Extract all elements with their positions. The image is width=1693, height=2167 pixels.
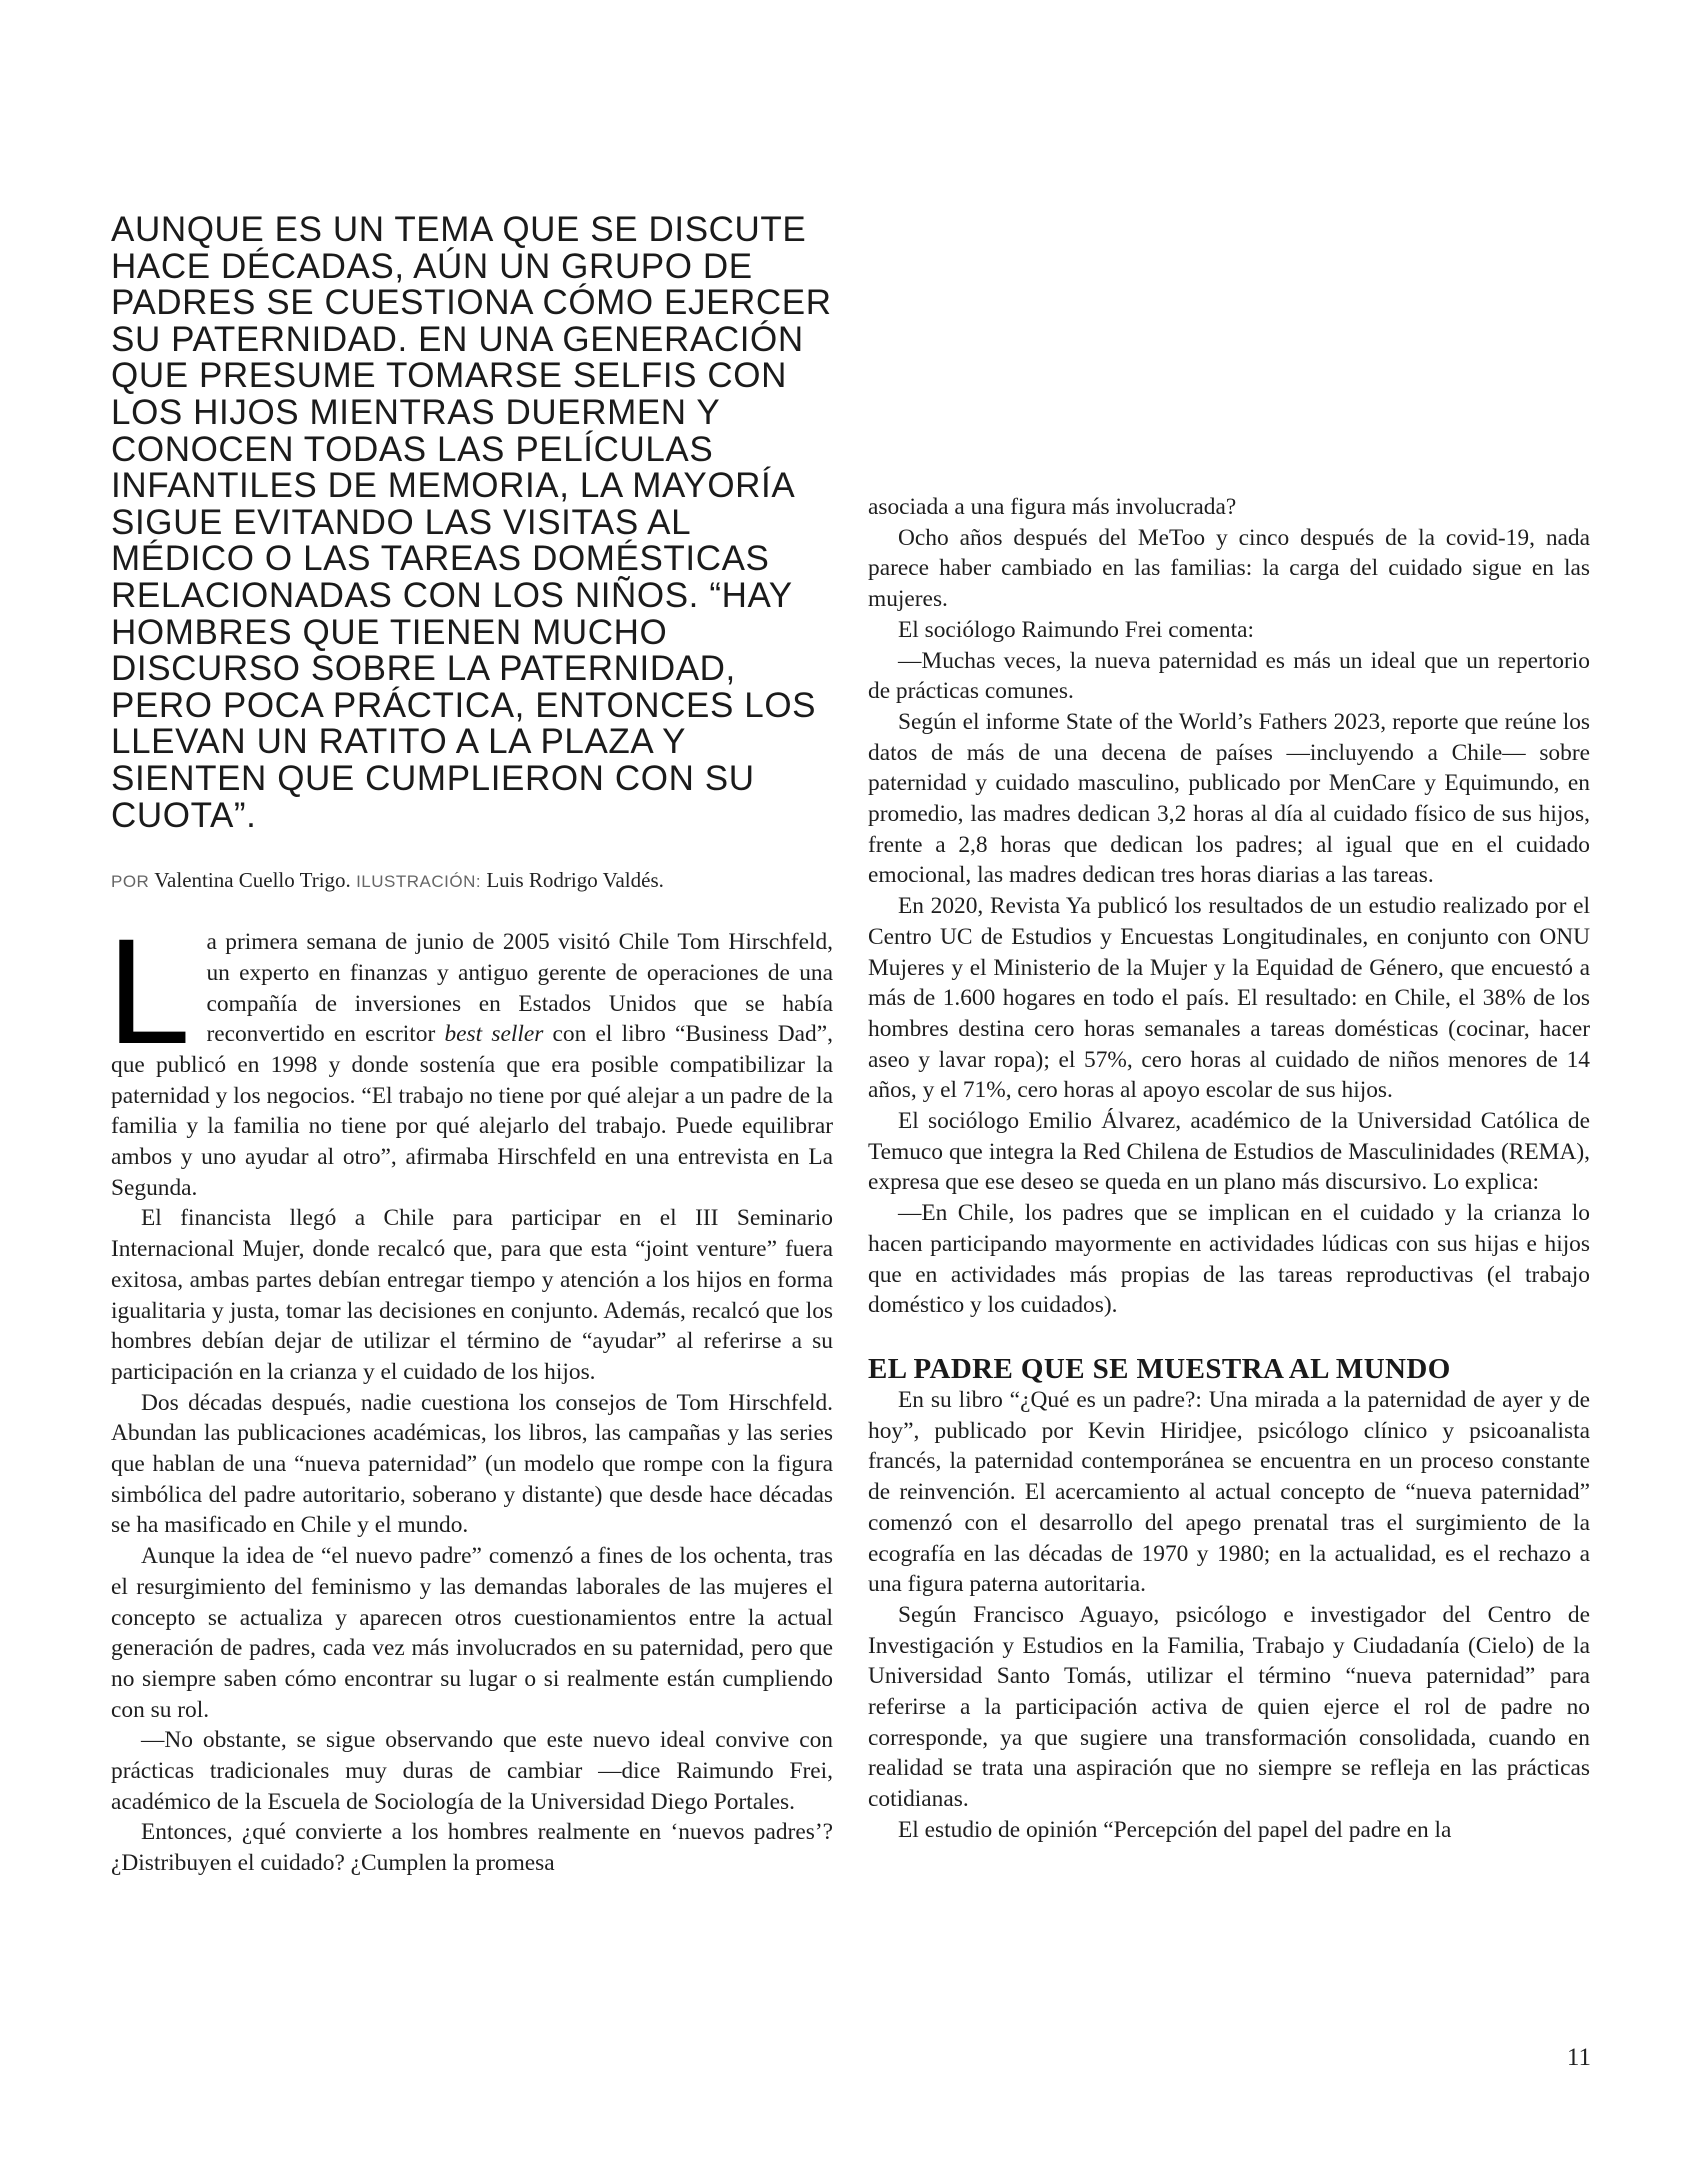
byline-illustrator: Luis Rodrigo Valdés. — [486, 868, 664, 893]
drop-cap: L — [107, 907, 191, 1076]
paragraph-16: El estudio de opinión “Percepción del papel del padre en la — [898, 1816, 1452, 1843]
byline-author: Valentina Cuello Trigo. — [154, 868, 351, 893]
paragraph-4: Aunque la idea de “el nuevo padre” comenzó a fines de los ochenta, tras el resurgimiento del feminismo y las demandas laborales de las mujeres el concepto se actualiza y aparecen otros cuestionamientos entre la actual generación de padres, cada vez más involucrados en su paternidad, pero que no siempre saben cómo encontrar su lugar o si realmente están cumpliendo con su rol. — [111, 1543, 833, 1723]
paragraph-10: Según el informe State of the World’s Fathers 2023, reporte que reúne los datos de más de una decena de países —incluyendo a Chile— sobre paternidad y cuidado masculino, publicado por MenCare y Equimundo, en promedio, las madres dedican 3,2 horas al día al cuidado físico de sus hijos, frente a 2,8 horas que dedican los padres; al igual que en el cuidado emocional, las madres dedican tres horas diarias a las tareas. — [868, 708, 1590, 889]
paragraph-9: —Muchas veces, la nueva paternidad es más un ideal que un repertorio de prácticas comunes. — [868, 647, 1590, 705]
paragraph-6: Entonces, ¿qué convierte a los hombres realmente en ‘nuevos padres’? ¿Distribuyen el cuidado? ¿Cumplen la promesa — [111, 1819, 833, 1877]
paragraph-1-text-a: a primera semana de junio de 2005 visitó Chile Tom Hirschfeld, un experto en finanzas y antiguo gerente de operaciones de una compañía de inversiones en Estados Unidos que se había reconvertido en escritor — [206, 929, 833, 1048]
paragraph-1 — [107, 907, 833, 1203]
paragraph-13: —En Chile, los padres que se implican en el cuidado y la crianza lo hacen participando mayormente en actividades lúdicas con sus hijas e hijos que en actividades más propias de las tareas reproductivas (el trabajo doméstico y los cuidados). — [868, 1200, 1590, 1319]
left-column — [107, 210, 833, 1879]
paragraph-8: El sociólogo Raimundo Frei comenta: — [898, 616, 1254, 643]
section-heading: EL PADRE QUE SE MUESTRA AL MUNDO — [868, 1352, 1451, 1385]
paragraph-2: El financista llegó a Chile para participar en el III Seminario Internacional Mujer, donde recalcó que, para que esta “joint venture” fuera exitosa, ambas partes debían entregar tiempo y atención a los hijos en forma igualitaria y justa, tomar las decisiones en conjunto. Además, recalcó que los hombres debían dejar de utilizar el término de “ayudar” al referirse a su participación en la crianza y el cuidado de los hijos. — [111, 1205, 833, 1385]
left-body — [107, 907, 833, 1879]
byline-illustration-label: ILUSTRACIÓN: — [356, 872, 482, 892]
byline — [111, 868, 833, 893]
paragraph-7: Ocho años después del MeToo y cinco después de la covid-19, nada parece haber cambiado en las familias: la carga del cuidado sigue en las mujeres. — [868, 524, 1590, 613]
page-number: 11 — [1566, 2044, 1591, 2071]
paragraph-1-italic: best seller — [444, 1021, 544, 1048]
paragraph-12: El sociólogo Emilio Álvarez, académico de la Universidad Católica de Temuco que integra la Red Chilena de Estudios de Masculinidades (REMA), expresa que ese deseo se queda en un plano más discursivo. Lo explica: — [868, 1108, 1590, 1196]
paragraph-continued: asociada a una figura más involucrada? — [868, 494, 1237, 520]
paragraph-14: En su libro “¿Qué es un padre?: Una mirada a la paternidad de ayer y de hoy”, publicado por Kevin Hiridjee, psicólogo clínico y psicoanalista francés, la paternidad contemporánea se encuentra en un proceso constante de reinvención. El acercamiento al actual concepto de “nueva paternidad” comenzó con el desarrollo del apego prenatal tras el surgimiento de la ecografía en las décadas de 1970 y 1980; en la actualidad, es el rechazo a una figura paterna autoritaria. — [868, 1386, 1590, 1598]
paragraph-11: En 2020, Revista Ya publicó los resultados de un estudio realizado por el Centro UC de Estudios y Encuestas Longitudinales, en conjunto con ONU Mujeres y el Ministerio de la Mujer y la Equidad de Género, que encuestó a más de 1.600 hogares en todo el país. El resultado: en Chile, el 38% de los hombres destina cero horas semanales a tareas domésticas (cocinar, hacer aseo y lavar ropa); el 57%, cero horas al cuidado de niños menores de 14 años, y el 71%, cero horas al apoyo escolar de sus hijos. — [868, 893, 1590, 1104]
paragraph-5: —No obstante, se sigue observando que este nuevo ideal convive con prácticas tradicionales muy duras de cambiar —dice Raimundo Frei, académico de la Escuela de Sociología de la Universidad Diego Portales. — [111, 1727, 833, 1815]
right-column — [868, 492, 1590, 1846]
paragraph-15: Según Francisco Aguayo, psicólogo e investigador del Centro de Investigación y Estudios en la Familia, Trabajo y Ciudadanía (Cielo) de la Universidad Santo Tomás, utilizar el término “nueva paternidad” para referirse a la participación activa de quien ejerce el rol de padre no corresponde, ya que sugiere una transformación consolidada, cuando en realidad se trata una aspiración que no siempre se refleja en las prácticas cotidianas. — [868, 1601, 1590, 1813]
article-lede: AUNQUE ES UN TEMA QUE SE DISCUTE HACE DÉCADAS, AÚN UN GRUPO DE PADRES SE CUESTIONA CÓMO EJERCER SU PATERNIDAD. EN UNA GENERACIÓN QUE PRESUME TOMARSE SELFIS CON LOS HIJOS MIENTRAS DUERMEN Y CONOCEN TODAS LAS PELÍCULAS INFANTILES DE MEMORIA, LA MAYORÍA SIGUE EVITANDO LAS VISITAS AL MÉDICO O LAS TAREAS DOMÉSTICAS RELACIONADAS CON LOS NIÑOS. “HAY HOMBRES QUE TIENEN MUCHO DISCURSO SOBRE LA PATERNIDAD, PERO POCA PRÁCTICA, ENTONCES LOS LLEVAN UN RATITO A LA PLAZA Y SIENTEN QUE CUMPLIERON CON SU CUOTA”. — [111, 210, 832, 835]
paragraph-1-text-b: con el libro “Business Dad”, que publicó en 1998 y donde sostenía que era posible compatibilizar la paternidad y los negocios. “El trabajo no tiene por qué alejar a un padre de la familia y la familia no tiene por qué alejarlo del trabajo. Puede equilibrar ambos y uno ayudar al otro”, afirmaba Hirschfeld en una entrevista en La Segunda. — [111, 1021, 833, 1201]
paragraph-3: Dos décadas después, nadie cuestiona los consejos de Tom Hirschfeld. Abundan las publicaciones académicas, los libros, las campañas y las series que hablan de una “nueva paternidad” (un modelo que rompe con la figura simbólica del padre autoritario, soberano y distante) que desde hace décadas se ha masificado en Chile y el mundo. — [111, 1389, 833, 1539]
byline-por-label: POR — [111, 872, 150, 892]
